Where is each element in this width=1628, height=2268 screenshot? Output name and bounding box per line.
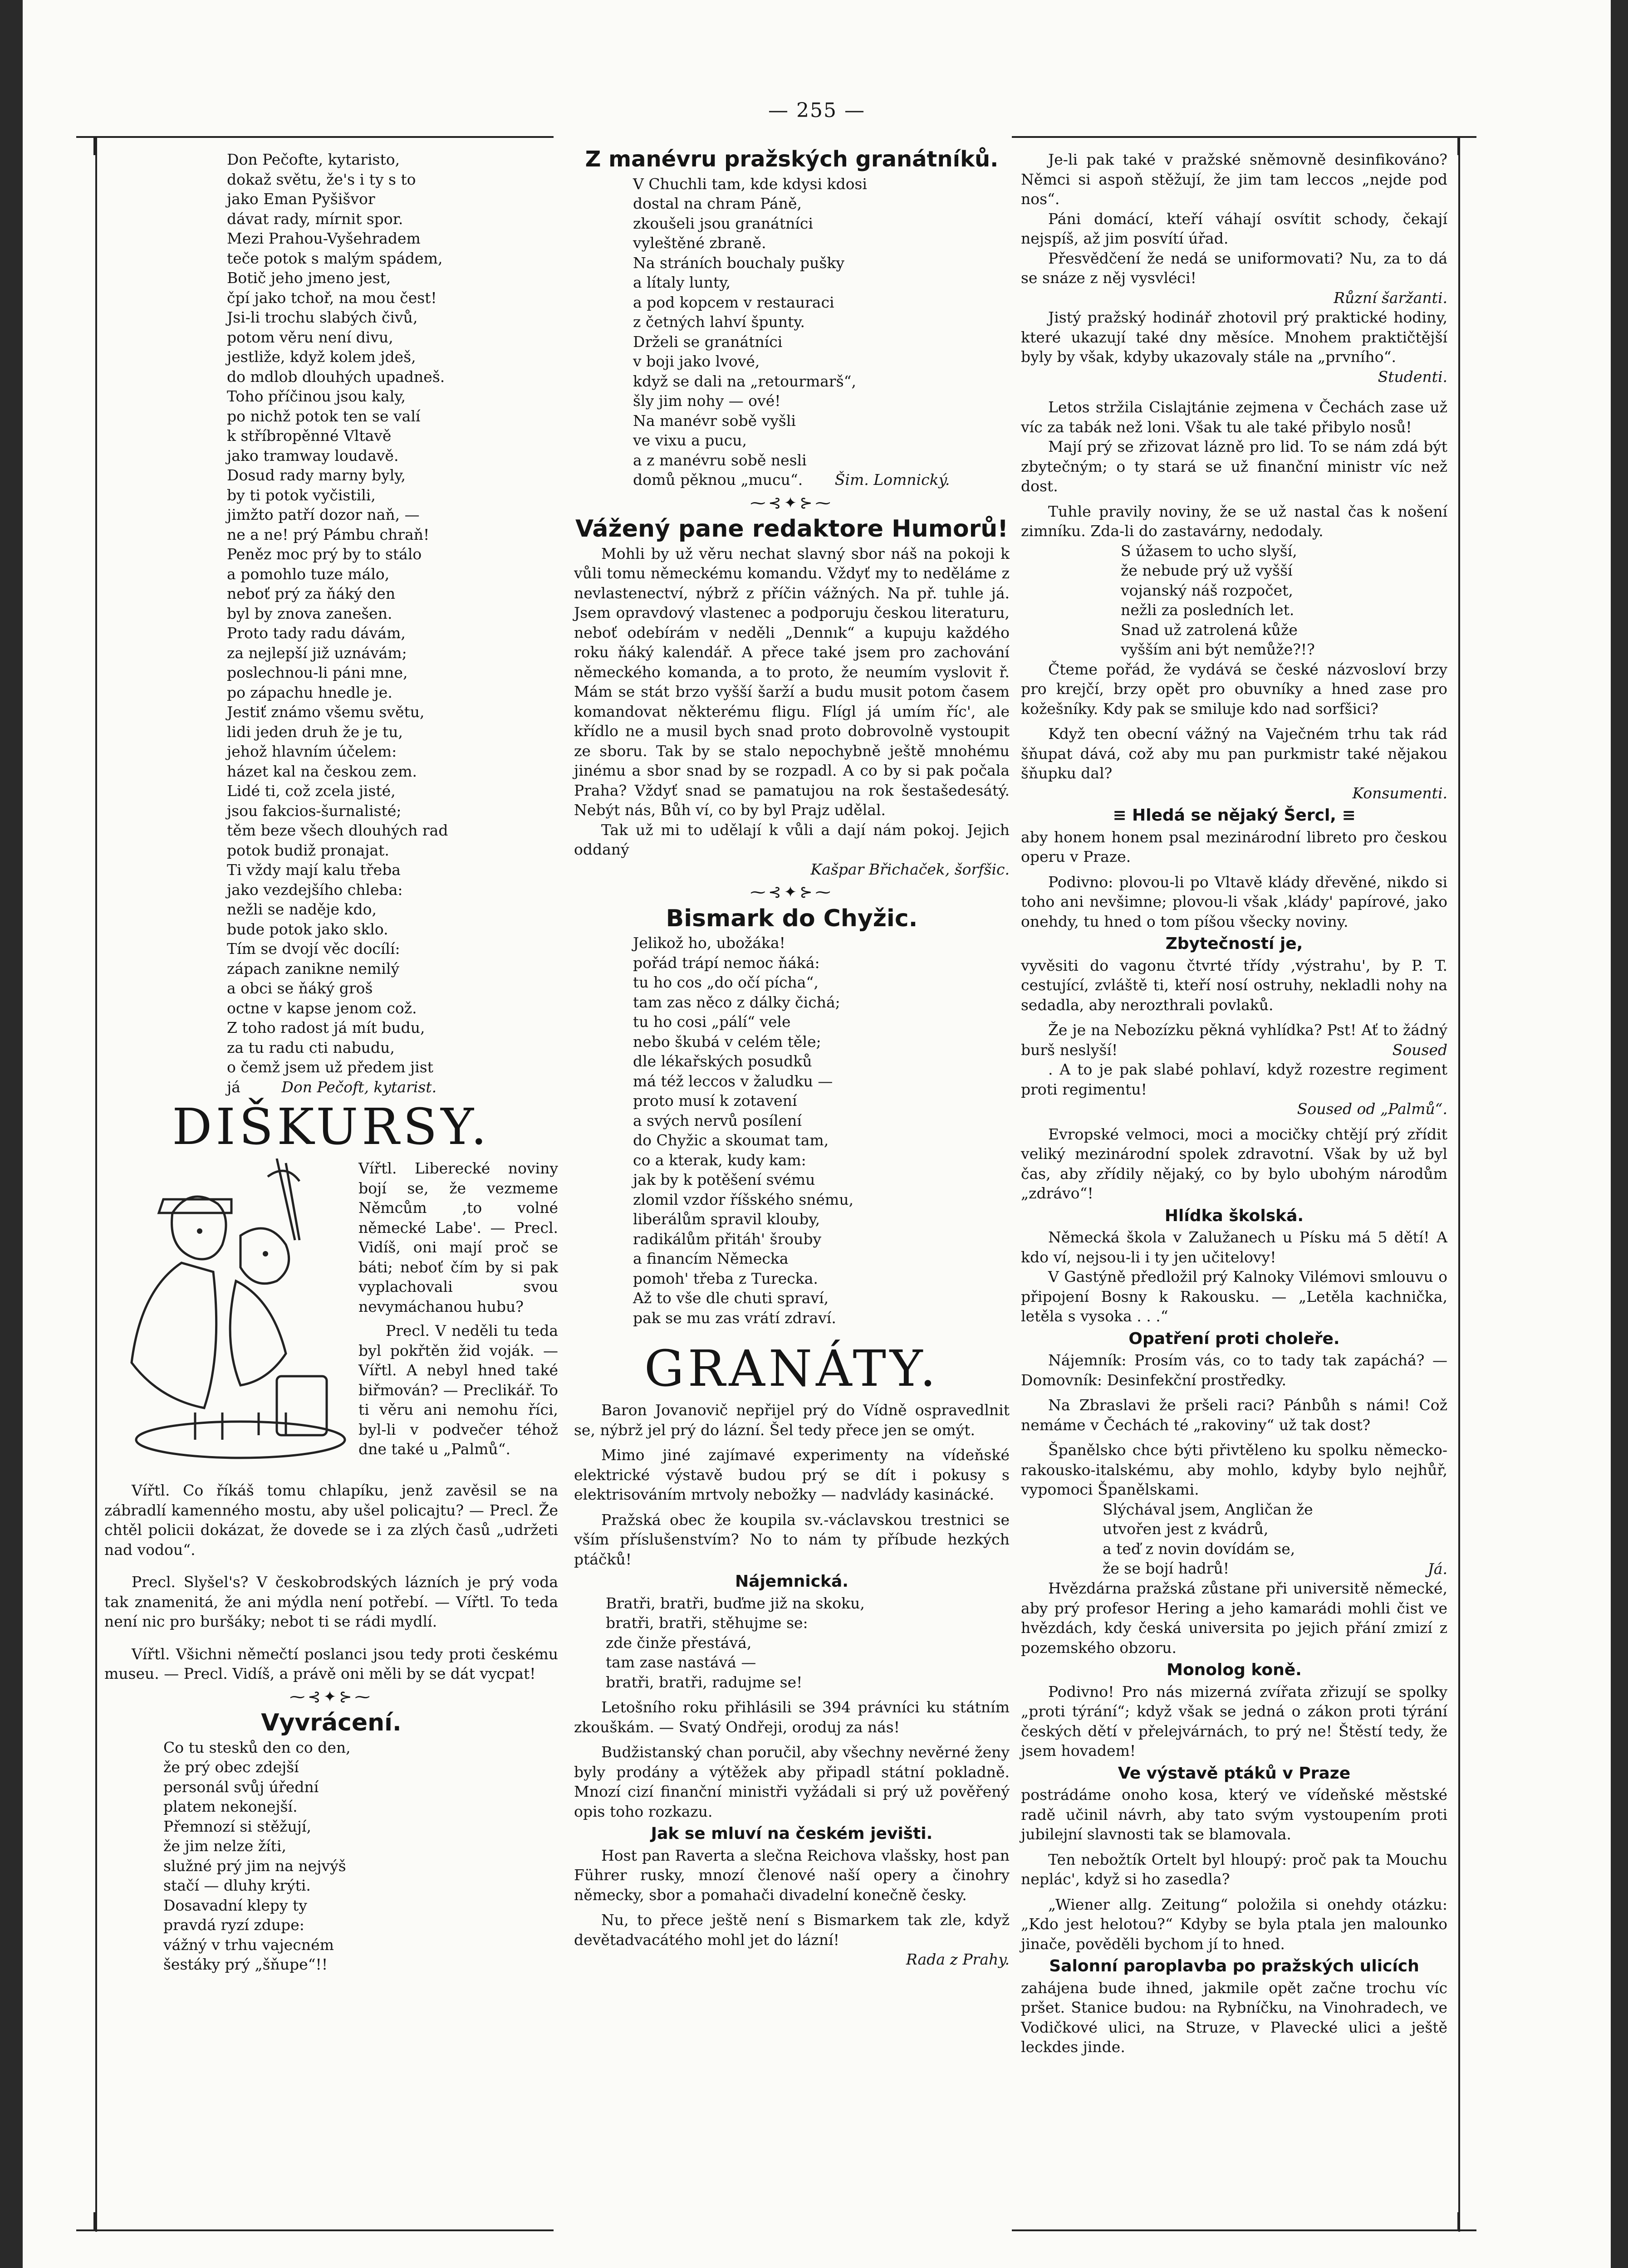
poem-line: Snad už zatrolená kůže: [1121, 621, 1298, 639]
rule-top-left: [95, 136, 554, 138]
corner-ornament-tr: [1457, 136, 1476, 155]
note-11: [1021, 1020, 1447, 1060]
poem-line: Drželi se granátníci: [633, 332, 783, 351]
poem-line: jsou fakcios-šurnalisté;: [227, 802, 402, 820]
poem-line: o čemž jsem už předem jist: [227, 1058, 433, 1076]
poem-line: těm beze všech dlouhých rad: [227, 821, 448, 839]
poem-line: Dosud rady marny byly,: [227, 466, 406, 484]
poem-line: potom věru není divu,: [227, 328, 393, 346]
poem-line: dostal na chram Páně,: [633, 195, 802, 212]
poem-line: vyšším ani být nemůže?!?: [1121, 640, 1315, 658]
poem-line: že se bojí hadrů!: [1103, 1559, 1229, 1577]
poem-line: zde činže přestává,: [606, 1633, 752, 1652]
monolog-text: Podivno! Pro nás mizerná zvířata zřizují se spolky „proti týrání“; když však se jedná o zákon proti týrání českých dětí v přelejvárnách, to prý ne! Štěstí tedy, že jsem hovadem!: [1021, 1682, 1447, 1760]
poem-line: pořád trápí nemoc ňáká:: [633, 953, 820, 972]
poem-line: bratři, bratři, stěhujme se:: [606, 1614, 808, 1632]
poem-line: bude potok jako sklo.: [227, 920, 388, 938]
poem-line: jehož hlavním účelem:: [227, 743, 397, 760]
poem-line: stačí — dluhy krýti.: [163, 1877, 311, 1894]
poem-line: a pomohlo tuze málo,: [227, 565, 390, 583]
heading-opatreni: Opatření proti choleře.: [1128, 1329, 1340, 1348]
diskursy-item-3: Vířtl. Co říkáš tomu chlapíku, jenž zavěsil se na zábradlí kamenného mostu, aby ušel policajtu? — Precl. Že chtěl policii dokázat, že dovede se i za zlých časů „udržeti nad vodou“.: [104, 1481, 558, 1559]
diskursy-item-1: Vířtl. Liberecké noviny bojí se, že vezmeme Němcům ,to volné německé Labe'. — Precl. Vidíš, oni mají proč se báti; neboť čím by si pak vyplachovali svou nevymáchanou hubu?: [358, 1159, 558, 1315]
poem-line: Don Pečofte, kytaristo,: [227, 151, 400, 168]
poem-line: Botič jeho jmeno jest,: [227, 269, 391, 287]
poem-line: by ti potok vyčistili,: [227, 486, 376, 504]
note-4-signature: Studenti.: [1378, 367, 1447, 386]
column-3: [1021, 150, 1447, 2057]
poem-line: Z toho radost já mít budu,: [227, 1019, 425, 1036]
heading-hlidka: Hlídka školská.: [1164, 1206, 1304, 1225]
poem-line: platem nekonejší.: [163, 1798, 298, 1815]
poem-manevr-signature: Šim. Lomnický.: [834, 471, 950, 489]
corner-ornament-bl: [76, 2212, 95, 2231]
poem-line: vážný v trhu vajecném: [163, 1936, 334, 1954]
note-8: Čteme pořád, že vydává se české názvosloví brzy pro krejčí, brzy opět pro obuvníky a hned zase pro kožešníky. Kdy pak se smiluje kdo nad sorfšici?: [1021, 660, 1447, 718]
poem-line: ve vixu a pucu,: [633, 431, 747, 449]
poem-line: Lidé ti, což zcela jisté,: [227, 782, 396, 800]
poem-line: S úžasem to ucho slyší,: [1121, 542, 1297, 560]
poem-line: a z manévru sobě nesli: [633, 451, 807, 469]
ornament-divider: ⁓⊰✦⊱⁓: [289, 1687, 373, 1706]
heading-diskursy: DIŠKURSY.: [172, 1098, 490, 1156]
poem-line: a lítaly lunty,: [633, 274, 731, 291]
letter-body: Mohli by už věru nechat slavný sbor náš na pokoji k vůli tomu německému komandu. Vždyť my to neděláme z nevlastenectví, nýbrž z příčin vážných. Na př. tuhle já. Jsem opravdový vlastenec a podporuju českou literaturu, neboť odebírám v neděli „Dennık“ a kupuju každého roku ňáký kalendář. A přece také jsem pro zachování německého komanda, a to proto, že neumím vyslovit ř. Mám se stát brzo vyšší šarží a budu musit potom časem komandovat některému fligu. Flígl já umím říc', ale křídlo ne a musil bych snad proto dobrovolně vystoupit ze sboru. Tak by se stalo nepochybně ještě mnohému jinému a sbor snad by se rozpadl. A co by si pak počala Praha? Vždyť snad se pamatujou na rok šestašedesátý. Nebýt nás, Bůh ví, co by byl Prajz udělal.: [574, 544, 1010, 819]
poem-line: jako tramway loudavě.: [227, 446, 399, 464]
poem-line: v boji jako lvové,: [633, 352, 760, 370]
poem-signature: Don Pečoft, kytarist.: [281, 1078, 437, 1096]
note-10: Podivno: plovou-li po Vltavě klády dřevěné, nikdo si toho ani nevšimne; plovou-li však ,klády' papírové, jako onehdy, tu hned o tom píšou všecky noviny.: [1021, 873, 1447, 930]
note-1: Je-li pak také v pražské sněmovně desinfikováno? Němci si aspoň stěžují, že jim tam leccos „nejde pod nos“.: [1021, 151, 1447, 208]
rule-bottom-left: [95, 2229, 554, 2231]
granaty-item-1: Baron Jovanovič nepřijel prý do Vídně ospravedlnit se, nýbrž jel prý do lázní. Šel tedy přece jen se omýt.: [574, 1401, 1010, 1439]
heading-salonni: Salonní paroplavba po pražských ulicích: [1049, 1957, 1419, 1975]
hleda-se-text: aby honem honem psal mezinárodní libreto pro českou operu v Praze.: [1021, 828, 1447, 865]
poem-line: že nebude prý už vyšší: [1121, 562, 1293, 579]
letter-closing: Tak už mi to udělají k vůli a dají nám pokoj. Jejich oddaný: [574, 821, 1010, 858]
poem-line: z četných lahví špunty.: [633, 313, 805, 331]
poem-line: že prý obec zdejší: [163, 1758, 299, 1776]
poem-line: a teď z novin dovídám se,: [1103, 1540, 1295, 1558]
poem-rozpocet: [1121, 541, 1447, 660]
note-9-signature: Konsumenti.: [1352, 784, 1447, 802]
poem-line: Proto tady radu dávám,: [227, 624, 406, 642]
poem-line: Jsi-li trochu slabých čivů,: [227, 308, 418, 326]
poem-line: dle lékařských posudků: [633, 1052, 812, 1070]
poem-line: octne v kapse jenom což.: [227, 999, 417, 1017]
poem-anglican-signature: Já.: [1427, 1559, 1447, 1578]
poem-line: vyleštěné zbraně.: [633, 234, 766, 252]
granaty-item-3: Pražská obec že koupila sv.-václavskou trestnici se vším příslušenstvím? No to nám ty příbude hezkých ptáčků!: [574, 1510, 1010, 1568]
poem-line: čpí jako tchoř, na mou čest!: [227, 288, 437, 307]
column-2: [574, 147, 1010, 1970]
caricature-illustration: [104, 1158, 349, 1476]
poem-line: Na manévr sobě vyšli: [633, 411, 796, 430]
note-15: Španělsko chce býti přivtěleno ku spolku německo-rakousko-italskému, aby mohlo, kdyby bylo nejhůř, vypomoci Španělskami.: [1021, 1441, 1447, 1498]
poem-line: potok budiž pronajat.: [227, 841, 389, 859]
note-12: . A to je pak slabé pohlaví, když rozestre regiment proti regimentu!: [1021, 1061, 1447, 1098]
poem-line: Toho příčinou jsou kaly,: [227, 387, 406, 405]
poem-line: byl by znova zanešen.: [227, 604, 392, 622]
poem-line: po zápachu hnedle je.: [227, 683, 392, 701]
granaty-item-5: Budžistanský chan poručil, aby všechny nevěrné ženy byly prodány a výtěžek aby připadl státní pokladně. Mnozí cizí finanční ministři vyžádali si prý už pověřený opis toho rozkazu.: [574, 1743, 1010, 1820]
poem-line: zkoušeli jsou granátníci: [633, 214, 813, 232]
jak-se-mluvi-text: Host pan Raverta a slečna Reichova vlašsky, host pan Führer rusky, mnozí členové naší opery a činohry německy, sbor a pomahači divadelní konečně česky.: [574, 1846, 1010, 1904]
poem-line: jestliže, když kolem jdeš,: [227, 348, 416, 366]
rule-bottom-right: [1012, 2229, 1458, 2231]
poem-najemnicka: [606, 1593, 1010, 1692]
letter-signature: Kašpar Břichaček, šorfšic.: [810, 860, 1010, 878]
salonni-text: zahájena bude ihned, jakmile opět začne trochu víc pršet. Stanice budou: na Rybníčku, na Vinohradech, ve Vodičkové ulici, na Struze, v Plavecké ulici a ještě leckdes jinde.: [1021, 1979, 1447, 2056]
poem-line: Dosavadní klepy ty: [163, 1896, 307, 1914]
poem-line: zlomil vzdor říšského snému,: [633, 1190, 854, 1208]
poem-line: zápach zanikne nemilý: [227, 959, 400, 978]
poem-line: tu ho cosi „pálí“ vele: [633, 1013, 791, 1031]
poem-line: liberálům spravil klouby,: [633, 1210, 820, 1228]
poem-line: šestáky prý „šňupe“!!: [163, 1955, 328, 1973]
poem-line: V Chuchli tam, kde kdysi kdosi: [633, 175, 867, 193]
poem-manevr-last: [633, 470, 1010, 490]
granaty-signature: Rada z Prahy.: [906, 1950, 1010, 1968]
corner-ornament-br: [1457, 2212, 1476, 2231]
poem-line: Bratři, bratři, buďme již na skoku,: [606, 1594, 865, 1612]
poem-line: utvořen jest z kvádrů,: [1103, 1520, 1269, 1538]
poem-line: tu ho cos „do očí pícha“,: [633, 973, 819, 991]
poem-line: Přemnozí si stěžují,: [163, 1817, 311, 1835]
poem-line: a financím Německa: [633, 1250, 789, 1267]
poem-line: k stříbropěnné Vltavě: [227, 427, 392, 445]
note-12-signature: Soused od „Palmů“.: [1297, 1100, 1447, 1118]
note-9: Když ten obecní vážný na Vaječném trhu tak rád šňupat dává, což aby mu pan purkmistr také nějakou šňupku dal?: [1021, 725, 1447, 782]
poem-line: Slýchával jsem, Angličan že: [1103, 1500, 1313, 1518]
poem-line: šly jim nohy — ové!: [633, 392, 781, 410]
note-2: Páni domácí, kteří váhají osvítit schody, čekají nejspíš, až jim posvítí úřad.: [1021, 210, 1447, 247]
note-4: Jistý pražský hodinář zhotovil prý praktické hodiny, které ukazují také dny měsíce. Mnohem praktičtější byly by však, kdyby ukazovaly stále na „prvního“.: [1021, 308, 1447, 366]
poem-line: ne a ne! prý Pámbu chraň!: [227, 525, 430, 543]
poem-manevr: [633, 174, 1010, 470]
note-11-signature: Soused: [1392, 1041, 1447, 1059]
poem-line: Tím se dvojí věc docílí:: [227, 940, 400, 958]
note-16: Hvězdárna pražská zůstane při universitě německé, aby prý profesor Hering a jeho kamarádi mohli čist ve hvězdách, kdy česká universita po jejich přání zmizí z pozemského obzoru.: [1021, 1579, 1447, 1657]
diskursy-item-4: Precl. Slyšel's? V českobrodských lázních je prý voda tak znamenitá, že ani mýdla není potřebí. — Vířtl. To teda není nic pro buršáky; nebot ti se rádi mydlí.: [104, 1573, 558, 1630]
poem-line: personál svůj úřední: [163, 1778, 319, 1796]
heading-bismark: Bismark do Chyžic.: [666, 904, 918, 932]
column-1: [104, 150, 558, 1975]
poem-line: jako vezdejšího chleba:: [227, 880, 403, 899]
poem-line: bratři, bratři, radujme se!: [606, 1673, 803, 1691]
poem-line: a pod kopcem v restauraci: [633, 293, 834, 311]
note-3: Přesvědčení že nedá se uniformovati? Nu, za to dá se snáze z něj vysvléci!: [1021, 249, 1447, 287]
note-14: Na Zbraslavi že pršeli raci? Pánbůh s námi! Což nemáme v Čechách té „rakoviny“ už tak dost?: [1021, 1396, 1447, 1434]
note-11-text: Že je na Nebozízku pěkná vyhlídka? Pst! Ať to žádný burš neslyší!: [1021, 1021, 1447, 1059]
poem-line: Mezi Prahou-Vyšehradem: [227, 230, 421, 247]
hlidka-text-1: Německá škola v Zalužanech u Písku má 5 dětí! A kdo ví, nejsou-li i ty jen učitelovy!: [1021, 1228, 1447, 1266]
heading-vystava-ptaku: Ve výstavě ptáků v Praze: [1118, 1764, 1351, 1783]
poem-line: vojanský náš rozpočet,: [1121, 581, 1293, 599]
opatreni-text: Nájemník: Prosím vás, co to tady tak zapáchá? — Domovník: Desinfekční prostředky.: [1021, 1351, 1447, 1389]
granaty-item-4: Letošního roku přihlásili se 394 právníci ku státním zkouškám. — Svatý Ondřeji, oroduj za nás!: [574, 1698, 1010, 1736]
poem-line: Až to vše dle chuti spraví,: [633, 1289, 829, 1307]
heading-vazeny: Vážený pane redaktore Humorů!: [575, 515, 1008, 543]
poem-line: nežli za posledních let.: [1121, 601, 1295, 619]
note-5: Letos stržila Cislajtánie zejmena v Čechách zase už víc za tabák než loni. Však tu ale také přibylo nosů!: [1021, 398, 1447, 436]
poem-line: služné prý jim na nejvýš: [163, 1857, 346, 1875]
poem-line: když se dali na „retourmarš“,: [633, 372, 857, 390]
poem-line: že jim nelze žíti,: [163, 1837, 286, 1855]
note-17: Ten nebožtík Ortelt byl hloupý: proč pak ta Mouchu neplác', když si ho zasedla?: [1021, 1850, 1447, 1888]
heading-najemnicka: Nájemnická.: [735, 1572, 848, 1591]
hlidka-text-2: V Gastýně předložil prý Kalnoky Vilémovi smlouvu o připojení Bosny k Rakousku. — „Letěla kachnička, letěla s vysoka . . .“: [1021, 1268, 1447, 1325]
poem-line: jak by k potěšení svému: [633, 1171, 815, 1188]
poem-line: Co tu stesků den co den,: [163, 1738, 351, 1756]
poem-line: pomoh' třeba z Turecka.: [633, 1269, 818, 1287]
poem-line: do Chyžic a skoumat tam,: [633, 1131, 829, 1149]
poem-line: Jestiť známo všemu světu,: [227, 703, 425, 721]
note-7: Tuhle pravily noviny, že se už nastal čas k nošení zimníku. Zda-li do zastavárny, nedodaly.: [1021, 502, 1447, 540]
poem-manevr-last-line: domů pěknou „mucu“.: [633, 471, 803, 489]
poem-line: nežli se naděje kdo,: [227, 900, 377, 918]
poem-bismark: [633, 933, 1010, 1328]
diskursy-item-2: Precl. V neděli tu teda byl pokřtěn žid voják. — Vířtl. A nebyl hned také biřmován? — Preclikář. To ti věru ani nemohu říci, byl-li v podvečer téhož dne také u „Palmů“.: [358, 1322, 558, 1458]
rule-top-right: [1012, 136, 1458, 138]
ornament-divider: ⁓⊰✦⊱⁓: [750, 883, 834, 901]
poem-line: za nejlepší již uznávám;: [227, 644, 407, 662]
poem-line: jimžto patří dozor naň, —: [227, 506, 420, 523]
heading-granaty: GRANÁTY.: [644, 1339, 940, 1398]
vystava-ptaku-text: postrádáme onoho kosa, který ve vídeňské městské radě učinil návrh, aby tato svým vystoupením proti jubilejní slavnosti tak se blamovala.: [1021, 1786, 1447, 1843]
granaty-item-6: Nu, to přece ještě není s Bismarkem tak zle, když devětadvacátého mohl jet do lázní!: [574, 1911, 1010, 1949]
poem-line: neboť prý za ňáký den: [227, 585, 396, 602]
poem-line: jako Eman Pyšišvor: [227, 190, 375, 208]
heading-vyvraceni: Vyvrácení.: [261, 1709, 402, 1736]
poem-line: dokaž světu, že's i ty s to: [227, 170, 416, 188]
poem-line: Ti vždy mají kalu třeba: [227, 861, 401, 879]
heading-zbytecnosti: Zbytečností je,: [1165, 934, 1303, 953]
note-6: Mají prý se zřizovat lázně pro lid. To se nám zdá být zbytečným; o ty stará se už finanční ministr víc než dost.: [1021, 438, 1447, 495]
heading-jak-se-mluvi: Jak se mluví na českém jevišti.: [651, 1824, 933, 1843]
heading-manevr: Z manévru pražských granátníků.: [585, 147, 999, 172]
poem-don-pecofte: [227, 150, 558, 1077]
poem-line: pravdá ryzí zdupe:: [163, 1916, 304, 1934]
poem-vyvraceni: [163, 1738, 558, 1975]
poem-line: co a kterak, kudy kam:: [633, 1151, 806, 1169]
note-3-signature: Různí šaržanti.: [1334, 288, 1447, 307]
newspaper-page: [23, 0, 1611, 2268]
poem-line: tam zase nastává —: [606, 1653, 756, 1671]
poem-line: teče potok s malým spádem,: [227, 249, 443, 267]
poem-line: po nichž potok ten se valí: [227, 407, 421, 425]
zbytecnosti-text: vyvěsiti do vagonu čtvrté třídy ,výstrahu', by P. T. cestující, zvláště ti, kteří nosí ostruhy, nekladli nohy na sedadla, aby nerozthrali povlaků.: [1021, 956, 1447, 1014]
poem-line: má též leccos v žaludku —: [633, 1072, 833, 1090]
ornament-divider: ⁓⊰✦⊱⁓: [750, 494, 834, 512]
corner-ornament-tl: [76, 136, 95, 155]
poem-line: Peněz moc prý by to stálo: [227, 545, 422, 563]
poem-line: a svých nervů posílení: [633, 1111, 802, 1129]
note-13: Evropské velmoci, moci a mocičky chtějí prý zřídit veliký mezinárodní spolek zdravotní. Však by už byl čas, aby zřídily nějaký, co by bylo ubohým národům „zdrávo“!: [1021, 1125, 1447, 1202]
poem-line: tam zas něco z dálky čichá;: [633, 993, 840, 1011]
poem-line: lidi jeden druh že je tu,: [227, 723, 403, 741]
poem-line: a obci se ňáký groš: [227, 979, 373, 997]
poem-line: dávat rady, mírnit spor.: [227, 210, 403, 228]
granaty-item-2: Mimo jiné zajímavé experimenty na vídeňské elektrické výstavě budou prý se dít i pokusy s elektrisováním mrtvoly nebožky — nadvlády kasinácké.: [574, 1446, 1010, 1503]
page-number: — 255 —: [768, 99, 865, 122]
poem-line: za tu radu cti nabudu,: [227, 1038, 395, 1056]
poem-line: nebo škubá v celém těle;: [633, 1032, 821, 1051]
poem-last-line: [227, 1077, 558, 1097]
poem-last-word: já: [227, 1078, 240, 1096]
heading-hleda-se: ≡ Hledá se nějaký Šercl, ≡: [1113, 806, 1356, 825]
poem-line: poslechnou-li páni mne,: [227, 664, 408, 681]
poem-line: radikálům přitáh' šrouby: [633, 1230, 822, 1248]
poem-line: házet kal na českou zem.: [227, 762, 417, 780]
poem-line: pak se mu zas vrátí zdraví.: [633, 1309, 836, 1327]
poem-line: Jelikož ho, ubožáka!: [633, 934, 785, 952]
poem-line: do mdlob dlouhých upadneš.: [227, 367, 445, 386]
diskursy-item-5: Vířtl. Všichni němečtí poslanci jsou tedy proti českému museu. — Precl. Vidíš, a právě oni měli by se dát vycpat!: [104, 1645, 558, 1682]
poem-line: proto musí k zotavení: [633, 1092, 797, 1110]
poem-line: Na stráních bouchaly pušky: [633, 254, 845, 272]
note-18: „Wiener allg. Zeitung“ položila si onehdy otázku: „Kdo jest helotou?“ Kdyby se byla ptala jen malounko jinače, pověděli bychom jí to hned.: [1021, 1895, 1447, 1953]
heading-monolog: Monolog koně.: [1167, 1661, 1302, 1679]
